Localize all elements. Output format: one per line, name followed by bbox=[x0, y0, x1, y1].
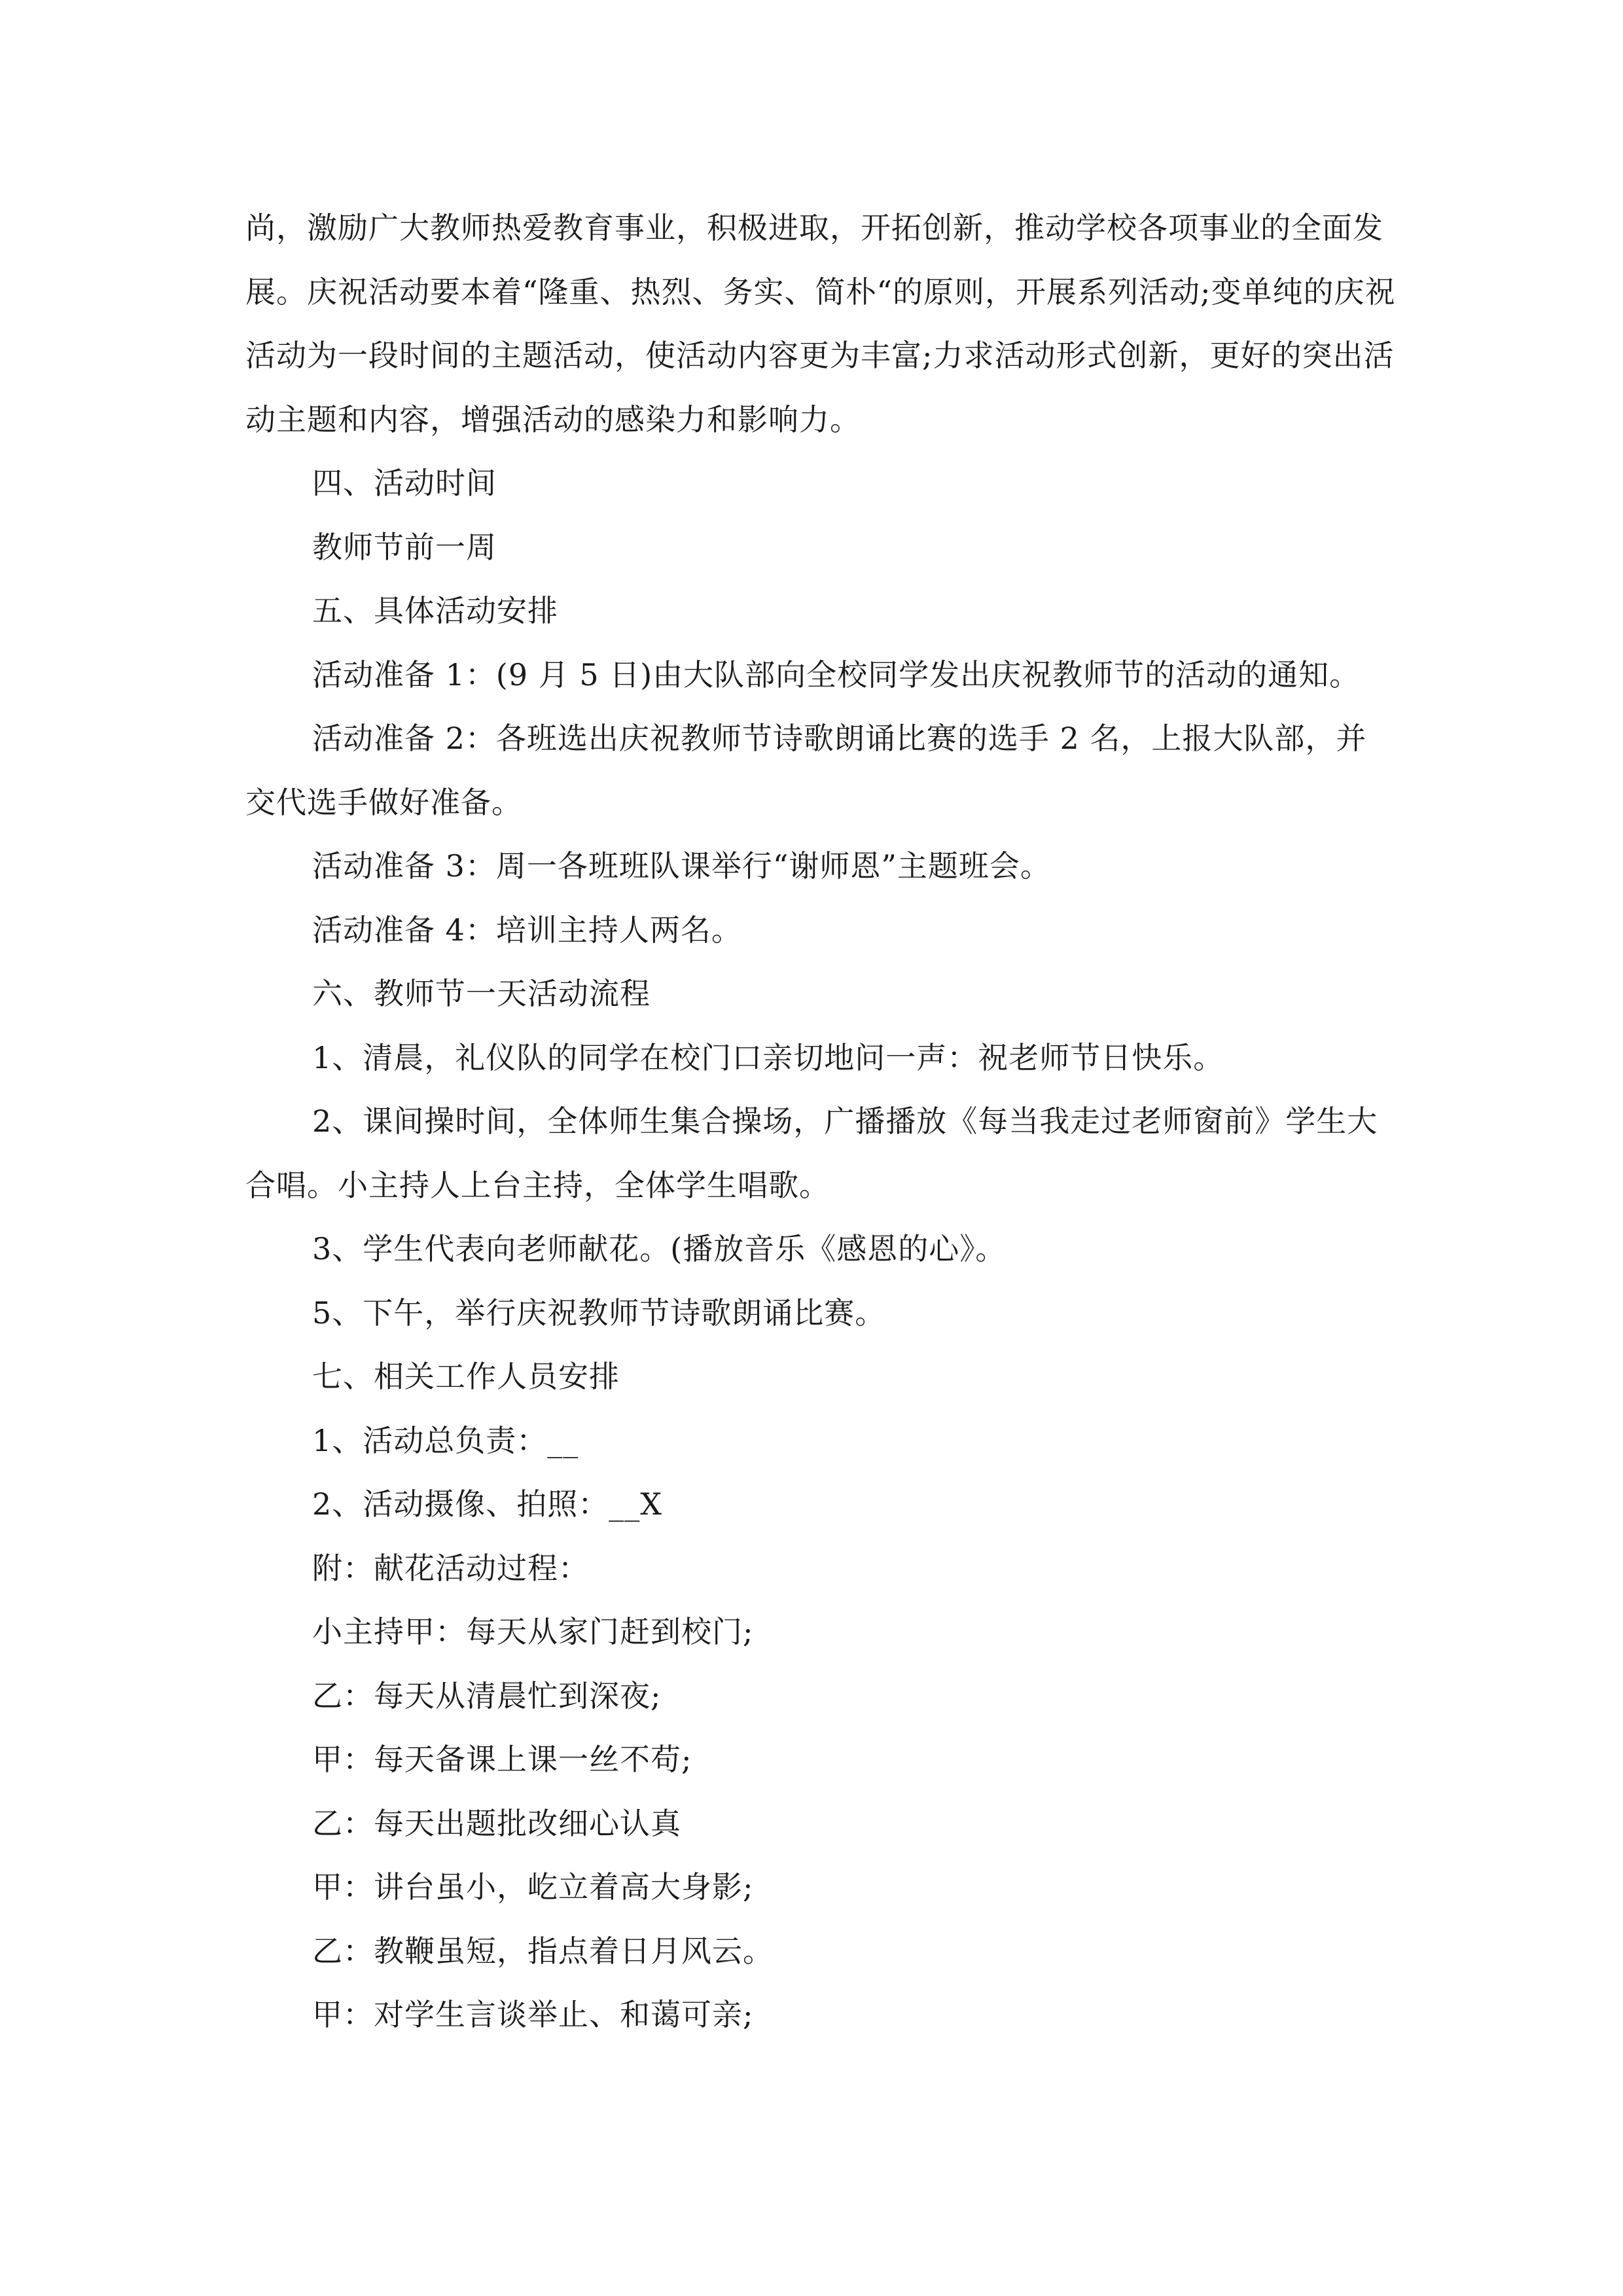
paragraph-process-2: 2、课间操时间，全体师生集合操场，广播播放《每当我走过老师窗前》学生大合唱。小主持人上台主持，全体学生唱歌。 bbox=[245, 1103, 1378, 1203]
dialogue-line: 甲：对学生言谈举止、和蔼可亲; bbox=[312, 1997, 754, 2032]
paragraph-staff-2: 2、活动摄像、拍照：__X bbox=[312, 1486, 663, 1522]
heading-activity-arrangement: 五、具体活动安排 bbox=[312, 593, 558, 628]
dialogue-line: 乙：教鞭虽短，指点着日月风云。 bbox=[312, 1933, 774, 1969]
paragraph-process-3: 3、学生代表向老师献花。(播放音乐《感恩的心》。 bbox=[312, 1231, 1007, 1266]
paragraph-process-1: 1、清晨，礼仪队的同学在校门口亲切地问一声：祝老师节日快乐。 bbox=[312, 1039, 1224, 1075]
heading-staff-arrangement: 七、相关工作人员安排 bbox=[312, 1359, 620, 1394]
paragraph-staff-1: 1、活动总负责：__ bbox=[312, 1422, 579, 1458]
paragraph-preparation-2: 活动准备 2：各班选出庆祝教师节诗歌朗诵比赛的选手 2 名，上报大队部，并交代选手做好准备。 bbox=[245, 721, 1367, 820]
dialogue-line: 甲：讲台虽小，屹立着高大身影; bbox=[312, 1869, 754, 1905]
dialogue-line: 甲：每天备课上课一丝不苟; bbox=[312, 1742, 692, 1777]
dialogue-line: 乙：每天从清晨忙到深夜; bbox=[312, 1677, 662, 1713]
heading-activity-time: 四、活动时间 bbox=[312, 465, 497, 501]
paragraph-preparation-3: 活动准备 3：周一各班班队课举行“谢师恩”主题班会。 bbox=[312, 848, 1051, 884]
dialogue-line: 乙：每天出题批改细心认真 bbox=[312, 1805, 681, 1841]
dialogue-line: 小主持甲：每天从家门赶到校门; bbox=[312, 1614, 754, 1649]
paragraph-intro-continued: 尚，激励广大教师热爱教育事业，积极进取，开拓创新，推动学校各项事业的全面发展。庆祝活动要本着“隆重、热烈、务实、简朴“的原则，开展系列活动;变单纯的庆祝活动为一段时间的主题活动，使活动内容更为丰富;力求活动形式创新，更好的突出活动主题和内容，增强活动的感染力和影响力。 bbox=[245, 210, 1396, 437]
paragraph-activity-time: 教师节前一周 bbox=[312, 529, 497, 565]
paragraph-process-5: 5、下午，举行庆祝教师节诗歌朗诵比赛。 bbox=[312, 1295, 886, 1331]
heading-day-process: 六、教师节一天活动流程 bbox=[312, 976, 651, 1011]
document-body bbox=[245, 196, 1397, 2047]
heading-appendix: 附：献花活动过程： bbox=[312, 1550, 589, 1586]
paragraph-preparation-1: 活动准备 1：(9 月 5 日)由大队部向全校同学发出庆祝教师节的活动的通知。 bbox=[312, 656, 1361, 692]
paragraph-preparation-4: 活动准备 4：培训主持人两名。 bbox=[312, 912, 742, 948]
